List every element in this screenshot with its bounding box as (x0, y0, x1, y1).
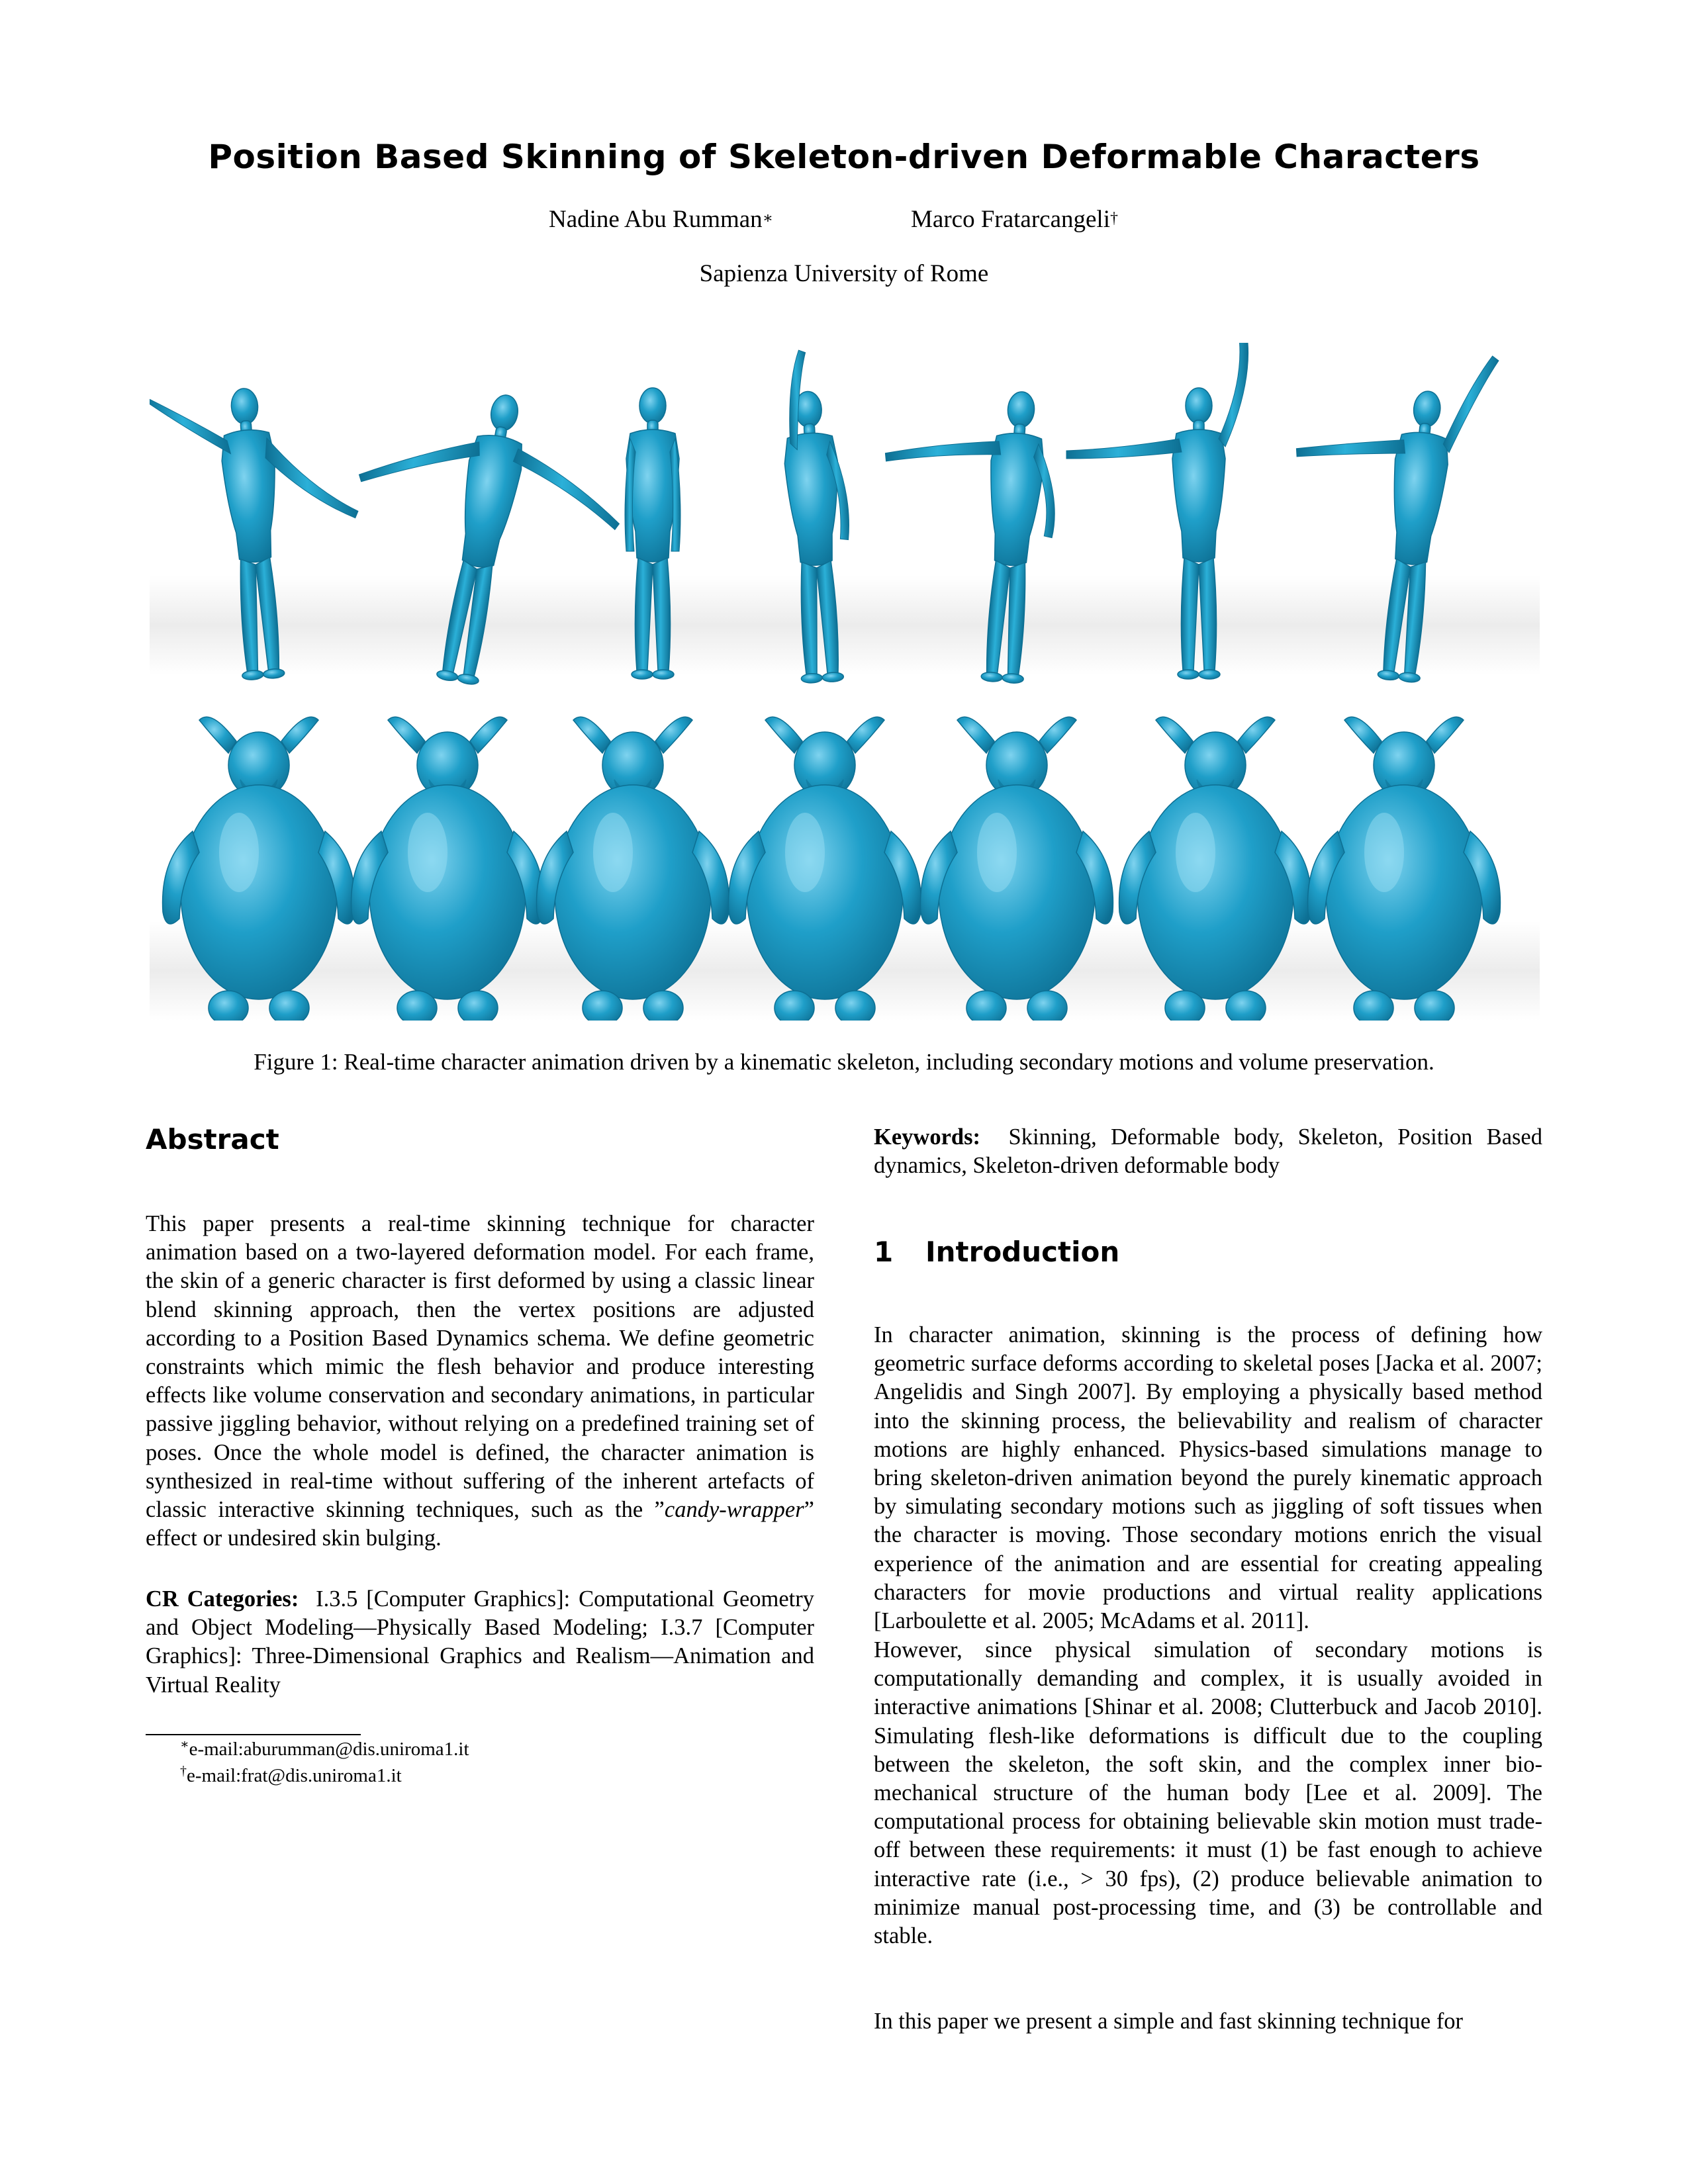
abstract-text-end: ” effect or undesired skin bulging. (146, 1497, 814, 1551)
abstract-body (146, 1210, 814, 1553)
abstract-text: This paper presents a real-time skinning technique for character animation based on a two-layered deformation model. For each frame, the skin of a generic character is first deformed by using a classic linear blend skinning approach, then the vertex positions are adjusted according to a Position Based Dynamics schema. We define geometric constraints which mimic the flesh behavior and produce interesting effects like volume conservation and secondary animations, in particular passive jiggling behavior, without relying on a predefined training set of poses. Once the whole model is defined, the character animation is synthesized in real-time without suffering of the inherent artefacts of classic interactive skinning techniques, such as the ” (146, 1211, 814, 1523)
intro-paragraph-1: In character animation, skinning is the process of defining how geometric surface deforms according to skeletal poses [Jacka et al. 2007; Angelidis and Singh 2007]. By employing a physically based method into the skinning process, the believability and realism of character motions are highly enhanced. Physics-based simulations manage to bring skeleton-driven animation beyond the purely kinematic approach by simulating secondary motions such as jiggling of soft tissues when the character is moving. Those secondary motions enrich the visual experience of the animation and are essential for creating appealing characters for movie productions and virtual reality applications [Larboulette et al. 2005; McAdams et al. 2011]. (874, 1322, 1542, 1634)
footnote-rule (146, 1734, 361, 1735)
intro-paragraph-2: However, since physical simulation of secondary motions is computationally demanding and complex, it is usually avoided in interactive animations [Shinar et al. 2008; Clutterbuck and Jacob 2010]. Simulating flesh-like deformations is difficult due to the coupling between the skeleton, the soft skin, and the complex inner bio-mechanical structure of the human body [Lee et al. 2009]. The computational process for obtaining believable skin motion must trade-off between these requirements: it must (1) be fast enough to achieve interactive rate (i.e., > 30 fps), (2) produce believable animation to minimize manual post-processing time, and (3) be controllable and stable. (874, 1637, 1542, 1949)
footnote-1-mark: ∗ (180, 1737, 189, 1752)
keywords (874, 1123, 1542, 1180)
author-1-mark: ∗ (762, 210, 773, 227)
figure-1-caption: Figure 1: Real-time character animation driven by a kinematic skeleton, including secondary motions and volume preservation. (254, 1049, 1434, 1075)
cr-categories-label: CR Categories: (146, 1586, 299, 1612)
footnote-2-mark: † (180, 1764, 187, 1778)
intro-paragraph-3: In this paper we present a simple and fast skinning technique for (874, 2009, 1464, 2034)
author-1-name: Nadine Abu Rumman (549, 206, 763, 233)
paper-title: Position Based Skinning of Skeleton-driven Deformable Characters (208, 138, 1480, 176)
figure-1 (150, 343, 1540, 1021)
footnote-1-text: e-mail:aburumman@dis.uniroma1.it (189, 1739, 469, 1760)
author-1 (549, 205, 773, 234)
abstract-emphasis: candy-wrapper (664, 1497, 804, 1523)
floor-band-top (150, 576, 1540, 675)
footnote-2-text: e-mail:frat@dis.uniroma1.it (187, 1765, 402, 1786)
footnote-1 (180, 1739, 469, 1760)
keywords-text: Skinning, Deformable body, Skeleton, Position Based dynamics, Skeleton-driven deformable body (874, 1124, 1542, 1179)
affiliation: Sapienza University of Rome (699, 260, 989, 287)
section-number: 1 (874, 1236, 894, 1268)
figure-1-image (150, 343, 1540, 1021)
keywords-label: Keywords: (874, 1124, 980, 1150)
introduction-heading (874, 1236, 1542, 1268)
section-title: Introduction (925, 1236, 1120, 1268)
author-2-mark: † (1110, 210, 1118, 227)
author-2-name: Marco Fratarcangeli (911, 206, 1110, 233)
cr-categories-text: I.3.5 [Computer Graphics]: Computational Geometry and Object Modeling—Physically Based Modeling; I.3.7 [Computer Graphics]: Three-Dimensional Graphics and Realism—Animation and Virtual Reality (146, 1586, 814, 1698)
cr-categories (146, 1585, 814, 1700)
abstract-heading: Abstract (146, 1123, 279, 1156)
author-2 (911, 205, 1118, 234)
footnote-2 (180, 1765, 402, 1787)
